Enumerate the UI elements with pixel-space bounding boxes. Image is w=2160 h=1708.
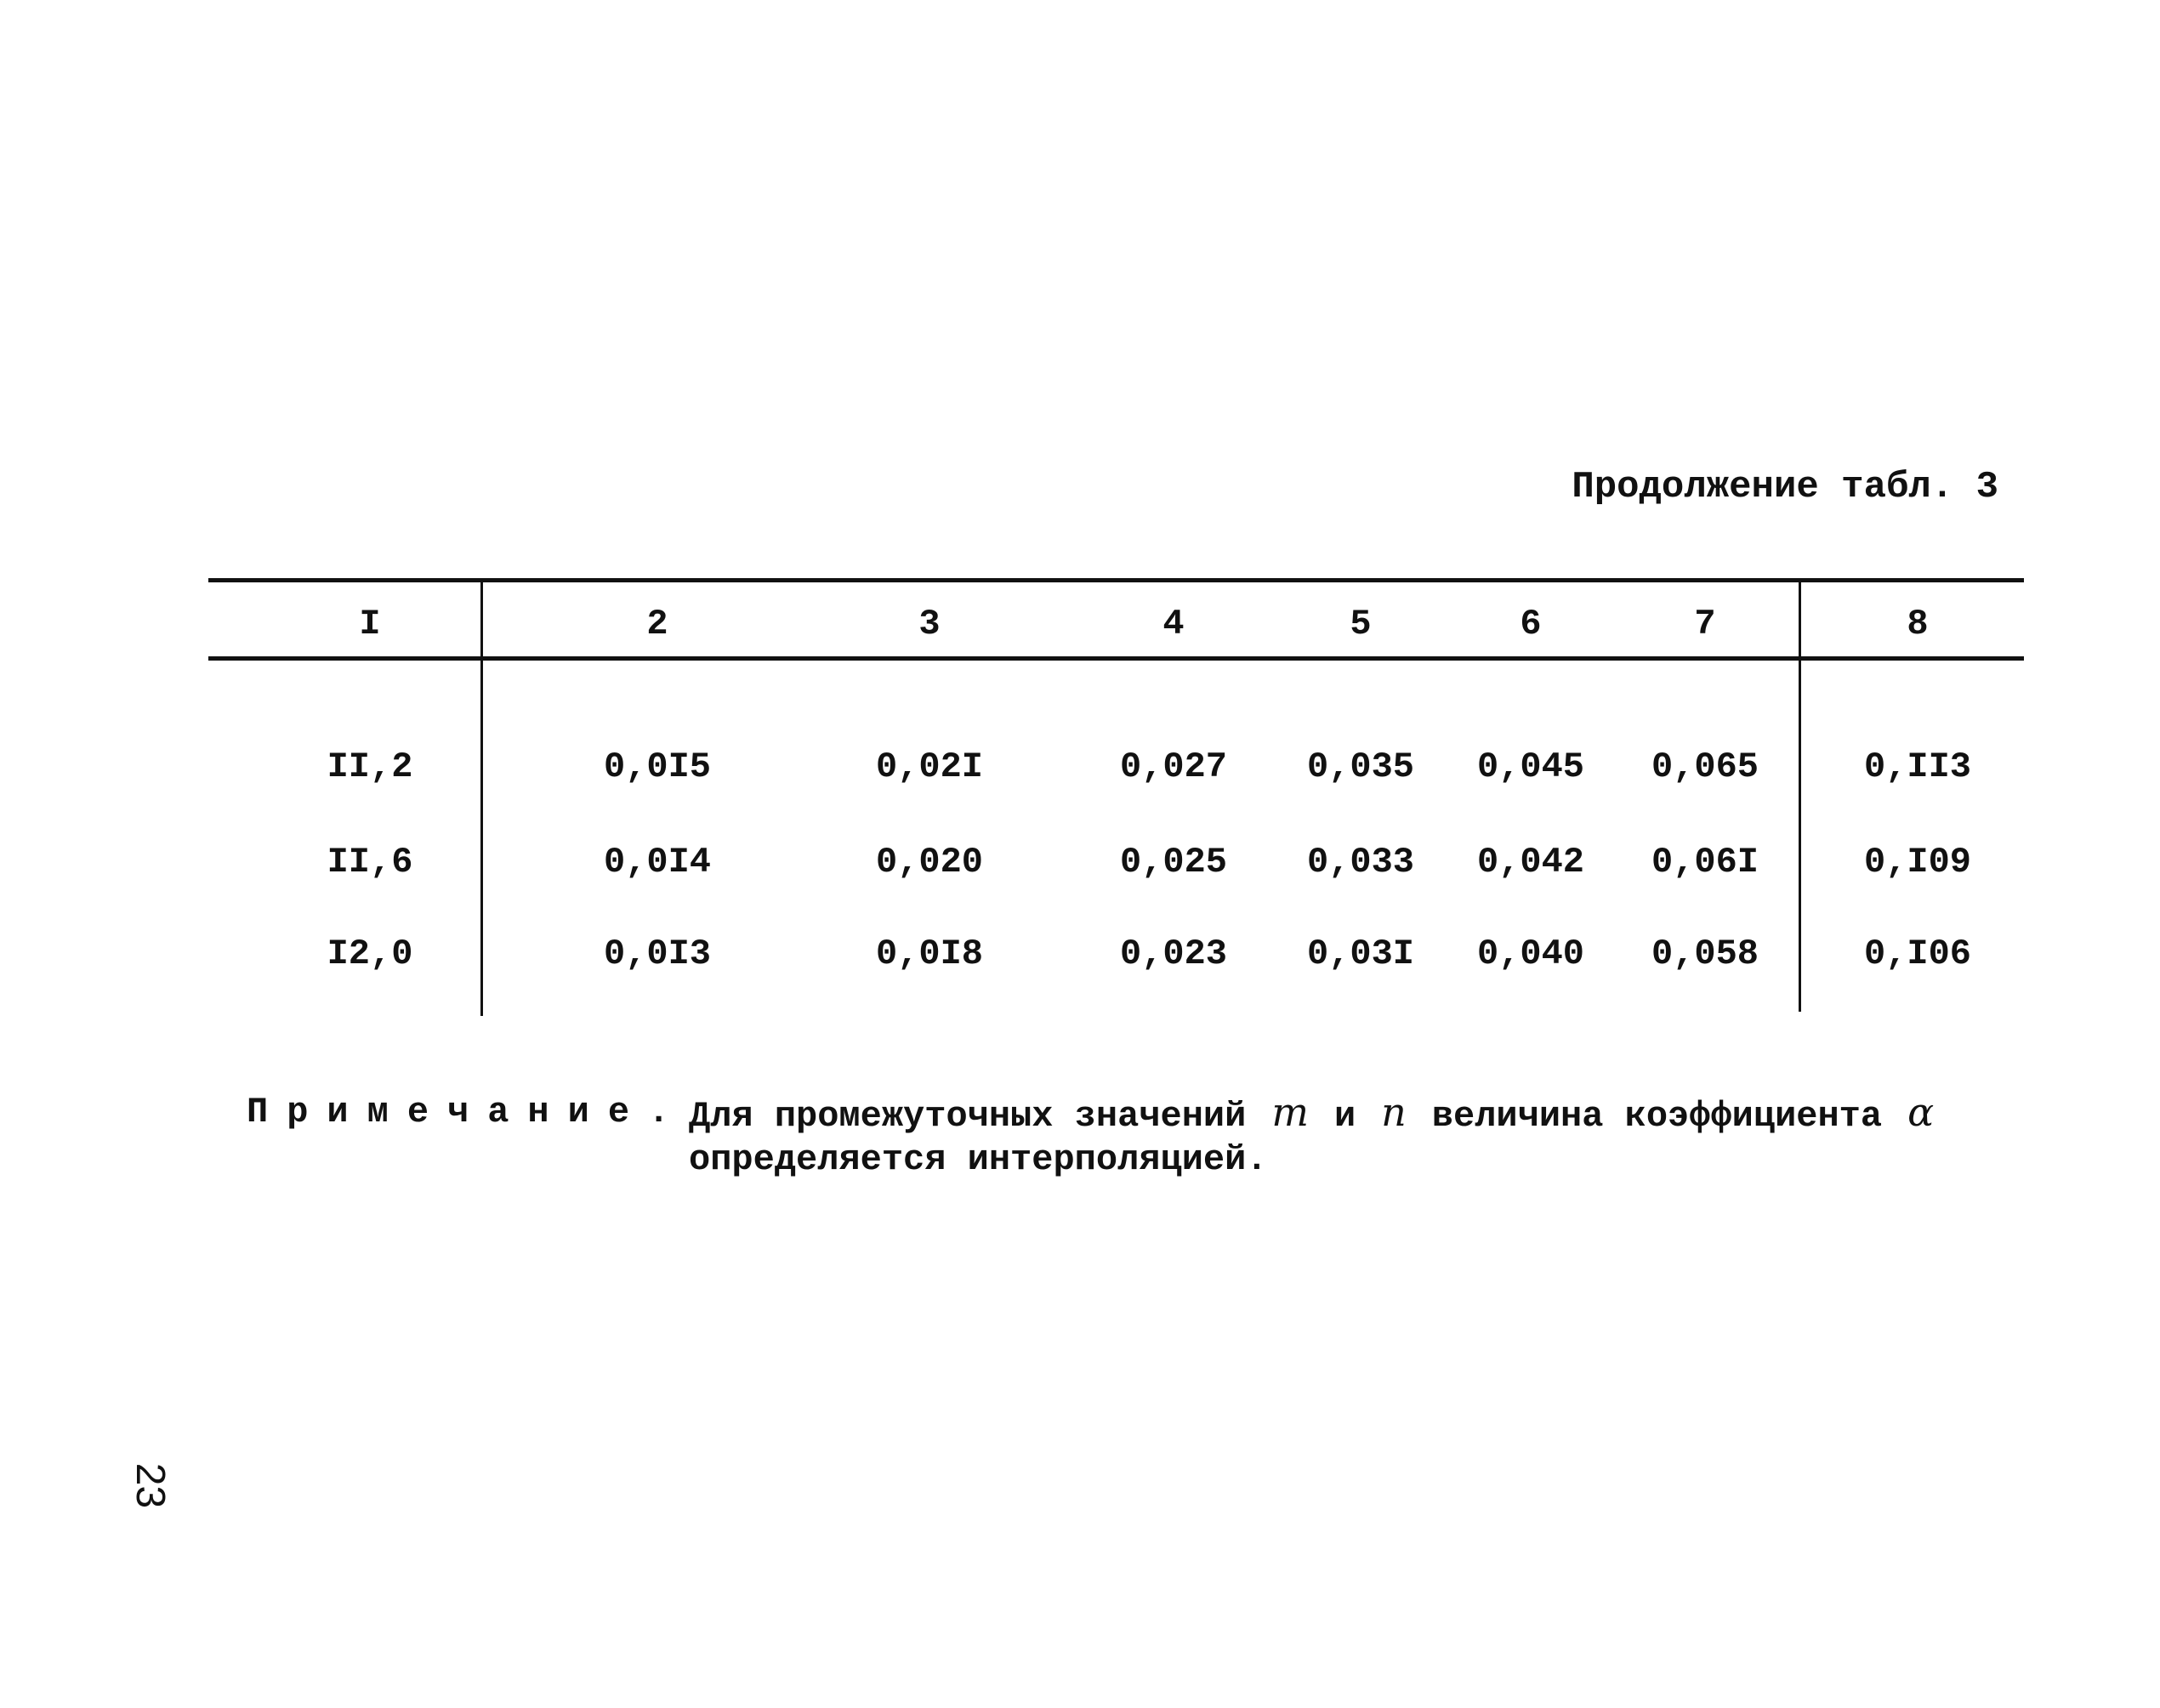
table-cell: 0,I06: [1863, 933, 1972, 974]
table-cell: 0,0I3: [603, 933, 712, 974]
table-cell: 0,I09: [1863, 842, 1972, 882]
note-text-line2: определяется интерполяцией.: [689, 1139, 1268, 1180]
table-cell: 0,020: [875, 842, 984, 882]
table-cell: 0,02I: [875, 746, 984, 787]
table-cell: II,6: [327, 842, 413, 882]
table-cell: 0,058: [1651, 933, 1759, 974]
note-text-part2: величина коэффициента: [1431, 1096, 1883, 1137]
note-conjunction: и: [1333, 1096, 1356, 1137]
table-column-divider-first: [480, 578, 483, 1016]
table-cell: 0,040: [1476, 933, 1585, 974]
table-cell: I2,0: [327, 933, 413, 974]
table-cell: 0,0I4: [603, 842, 712, 882]
header-cell: 5: [1350, 604, 1372, 644]
header-cell: 2: [646, 604, 668, 644]
variable-alpha: α: [1907, 1089, 1935, 1135]
header-cell: I: [359, 604, 381, 644]
table-cell: 0,035: [1306, 746, 1415, 787]
note-label: Примечание.: [247, 1092, 689, 1132]
note-text-line1: [689, 1088, 2049, 1140]
note-text-part1: Для промежуточных значений: [689, 1096, 1247, 1137]
header-cell: 7: [1694, 604, 1716, 644]
header-cell: 3: [918, 604, 941, 644]
variable-n: n: [1381, 1089, 1407, 1135]
table-cell: 0,065: [1651, 746, 1759, 787]
table-cell: 0,0I8: [875, 933, 984, 974]
table-cell: 0,03I: [1306, 933, 1415, 974]
page-number: 23: [128, 1462, 173, 1509]
header-cell: 6: [1520, 604, 1542, 644]
table-cell: 0,042: [1476, 842, 1585, 882]
data-table: [208, 578, 2024, 1020]
header-cell: 4: [1162, 604, 1185, 644]
table-cell: 0,033: [1306, 842, 1415, 882]
table-column-divider-last: [1799, 578, 1801, 1012]
table-cell: 0,023: [1119, 933, 1228, 974]
header-cell: 8: [1907, 604, 1929, 644]
table-cell: 0,045: [1476, 746, 1585, 787]
table-cell: 0,II3: [1863, 746, 1972, 787]
table-cell: 0,0I5: [603, 746, 712, 787]
variable-m: m: [1271, 1089, 1309, 1135]
table-cell: II,2: [327, 746, 413, 787]
table-caption: Продолжение табл. 3: [1572, 466, 1998, 508]
table-cell: 0,025: [1119, 842, 1228, 882]
table-cell: 0,027: [1119, 746, 1228, 787]
table-cell: 0,06I: [1651, 842, 1759, 882]
